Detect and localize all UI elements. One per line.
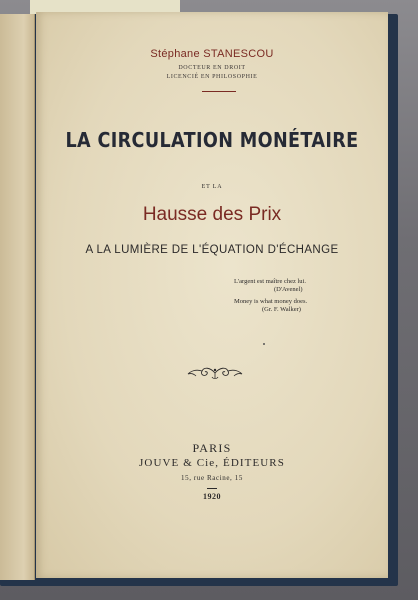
imprint-place: PARIS [192,441,232,455]
subtitle-secondary: A LA LUMIÈRE DE L'ÉQUATION D'ÉCHANGE [85,244,339,256]
title-page [36,12,388,578]
left-page-edge [0,14,35,580]
subtitle: Hausse des Prix [142,204,282,225]
imprint-publisher: JOUVE & Cie, ÉDITEURS [139,457,285,469]
author-name: Stéphane STANESCOU [150,48,274,60]
imprint-year: 1920 [203,492,221,501]
epigraph-source: (Gr. F. Walker) [262,306,301,313]
printed-dot [263,343,265,345]
main-title: LA CIRCULATION MONÉTAIRE [65,128,359,152]
epigraph-quote: L'argent est maître chez lui. [234,278,306,285]
author-credential-law: DOCTEUR EN DROIT [178,65,246,71]
author-credential-philosophy: LICENCIÉ EN PHILOSOPHIE [166,74,258,80]
title-conjunction: ET LA [201,184,223,190]
epigraph-quote: Money is what money does. [234,298,308,305]
divider-rule [202,91,236,92]
epigraph-source: (D'Avenel) [274,286,303,293]
ornament-icon [186,365,244,381]
year-rule [207,488,217,489]
imprint-address: 15, rue Racine, 15 [181,474,243,482]
